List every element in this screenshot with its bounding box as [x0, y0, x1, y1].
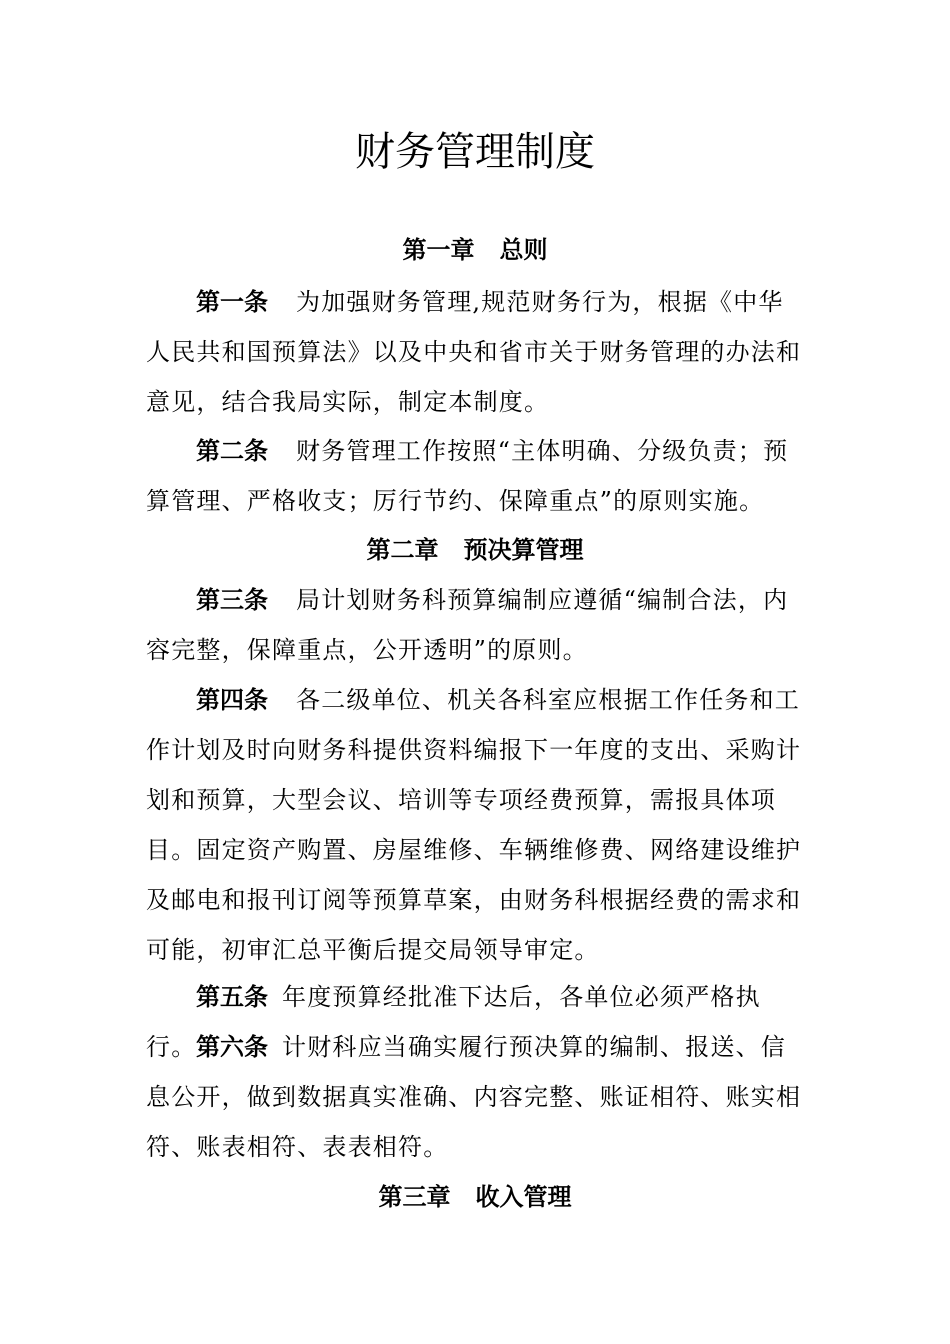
article-text: 局计划财务科预算编制应遵循“编制合法，内容完整，保障重点，公开透明”的原则。: [146, 586, 789, 664]
article-text: 计财科应当确实履行预决算的编制、报送、信息公开，做到数据真实准确、内容完整、账证相符、账实相符、账表相符、表表相符。: [146, 1033, 802, 1161]
article-paragraph: [146, 277, 806, 427]
article-label: 第一条: [196, 288, 268, 316]
chapter-label: 第二章: [366, 536, 439, 564]
article-paragraph: [146, 675, 806, 975]
article-paragraph: [146, 426, 806, 526]
chapter-name: 总则: [499, 236, 548, 264]
article-text: 为加强财务管理,规范财务行为，根据《中华人民共和国预算法》以及中央和省市关于财务管理的办法和意见，结合我局实际，制定本制度。: [146, 288, 802, 416]
article-label: 第二条: [196, 437, 268, 465]
article-label: 第四条: [196, 686, 268, 714]
chapter-heading: [0, 525, 950, 575]
document-title: 财务管理制度: [355, 129, 595, 175]
chapter-heading: [0, 225, 950, 275]
article-paragraph: [146, 1022, 806, 1172]
article-text: 年度预算经批准下达后，各单位必须严格执行。: [146, 983, 761, 1061]
chapter-label: 第一章: [402, 236, 475, 264]
article-text: 财务管理工作按照“主体明确、分级负责；预算管理、严格收支；厉行节约、保障重点”的原则实施。: [146, 437, 789, 515]
article-label: 第三条: [196, 586, 268, 614]
article-label: 第五条: [196, 983, 268, 1011]
chapter-heading: [0, 1172, 950, 1222]
article-text: 各二级单位、机关各科室应根据工作任务和工作计划及时向财务科提供资料编报下一年度的支出、采购计划和预算，大型会议、培训等专项经费预算，需报具体项目。固定资产购置、房屋维修、车辆维修费、网络建设维护及邮电和报刊订阅等预算草案，由财务科根据经费的需求和可能，初审汇总平衡后提交局领导审定。: [146, 686, 802, 964]
article-paragraph: [146, 575, 806, 675]
chapter-label: 第三章: [378, 1183, 451, 1211]
chapter-name: 收入管理: [475, 1183, 572, 1211]
chapter-name: 预决算管理: [463, 536, 584, 564]
article-label: 第六条: [196, 1033, 268, 1061]
